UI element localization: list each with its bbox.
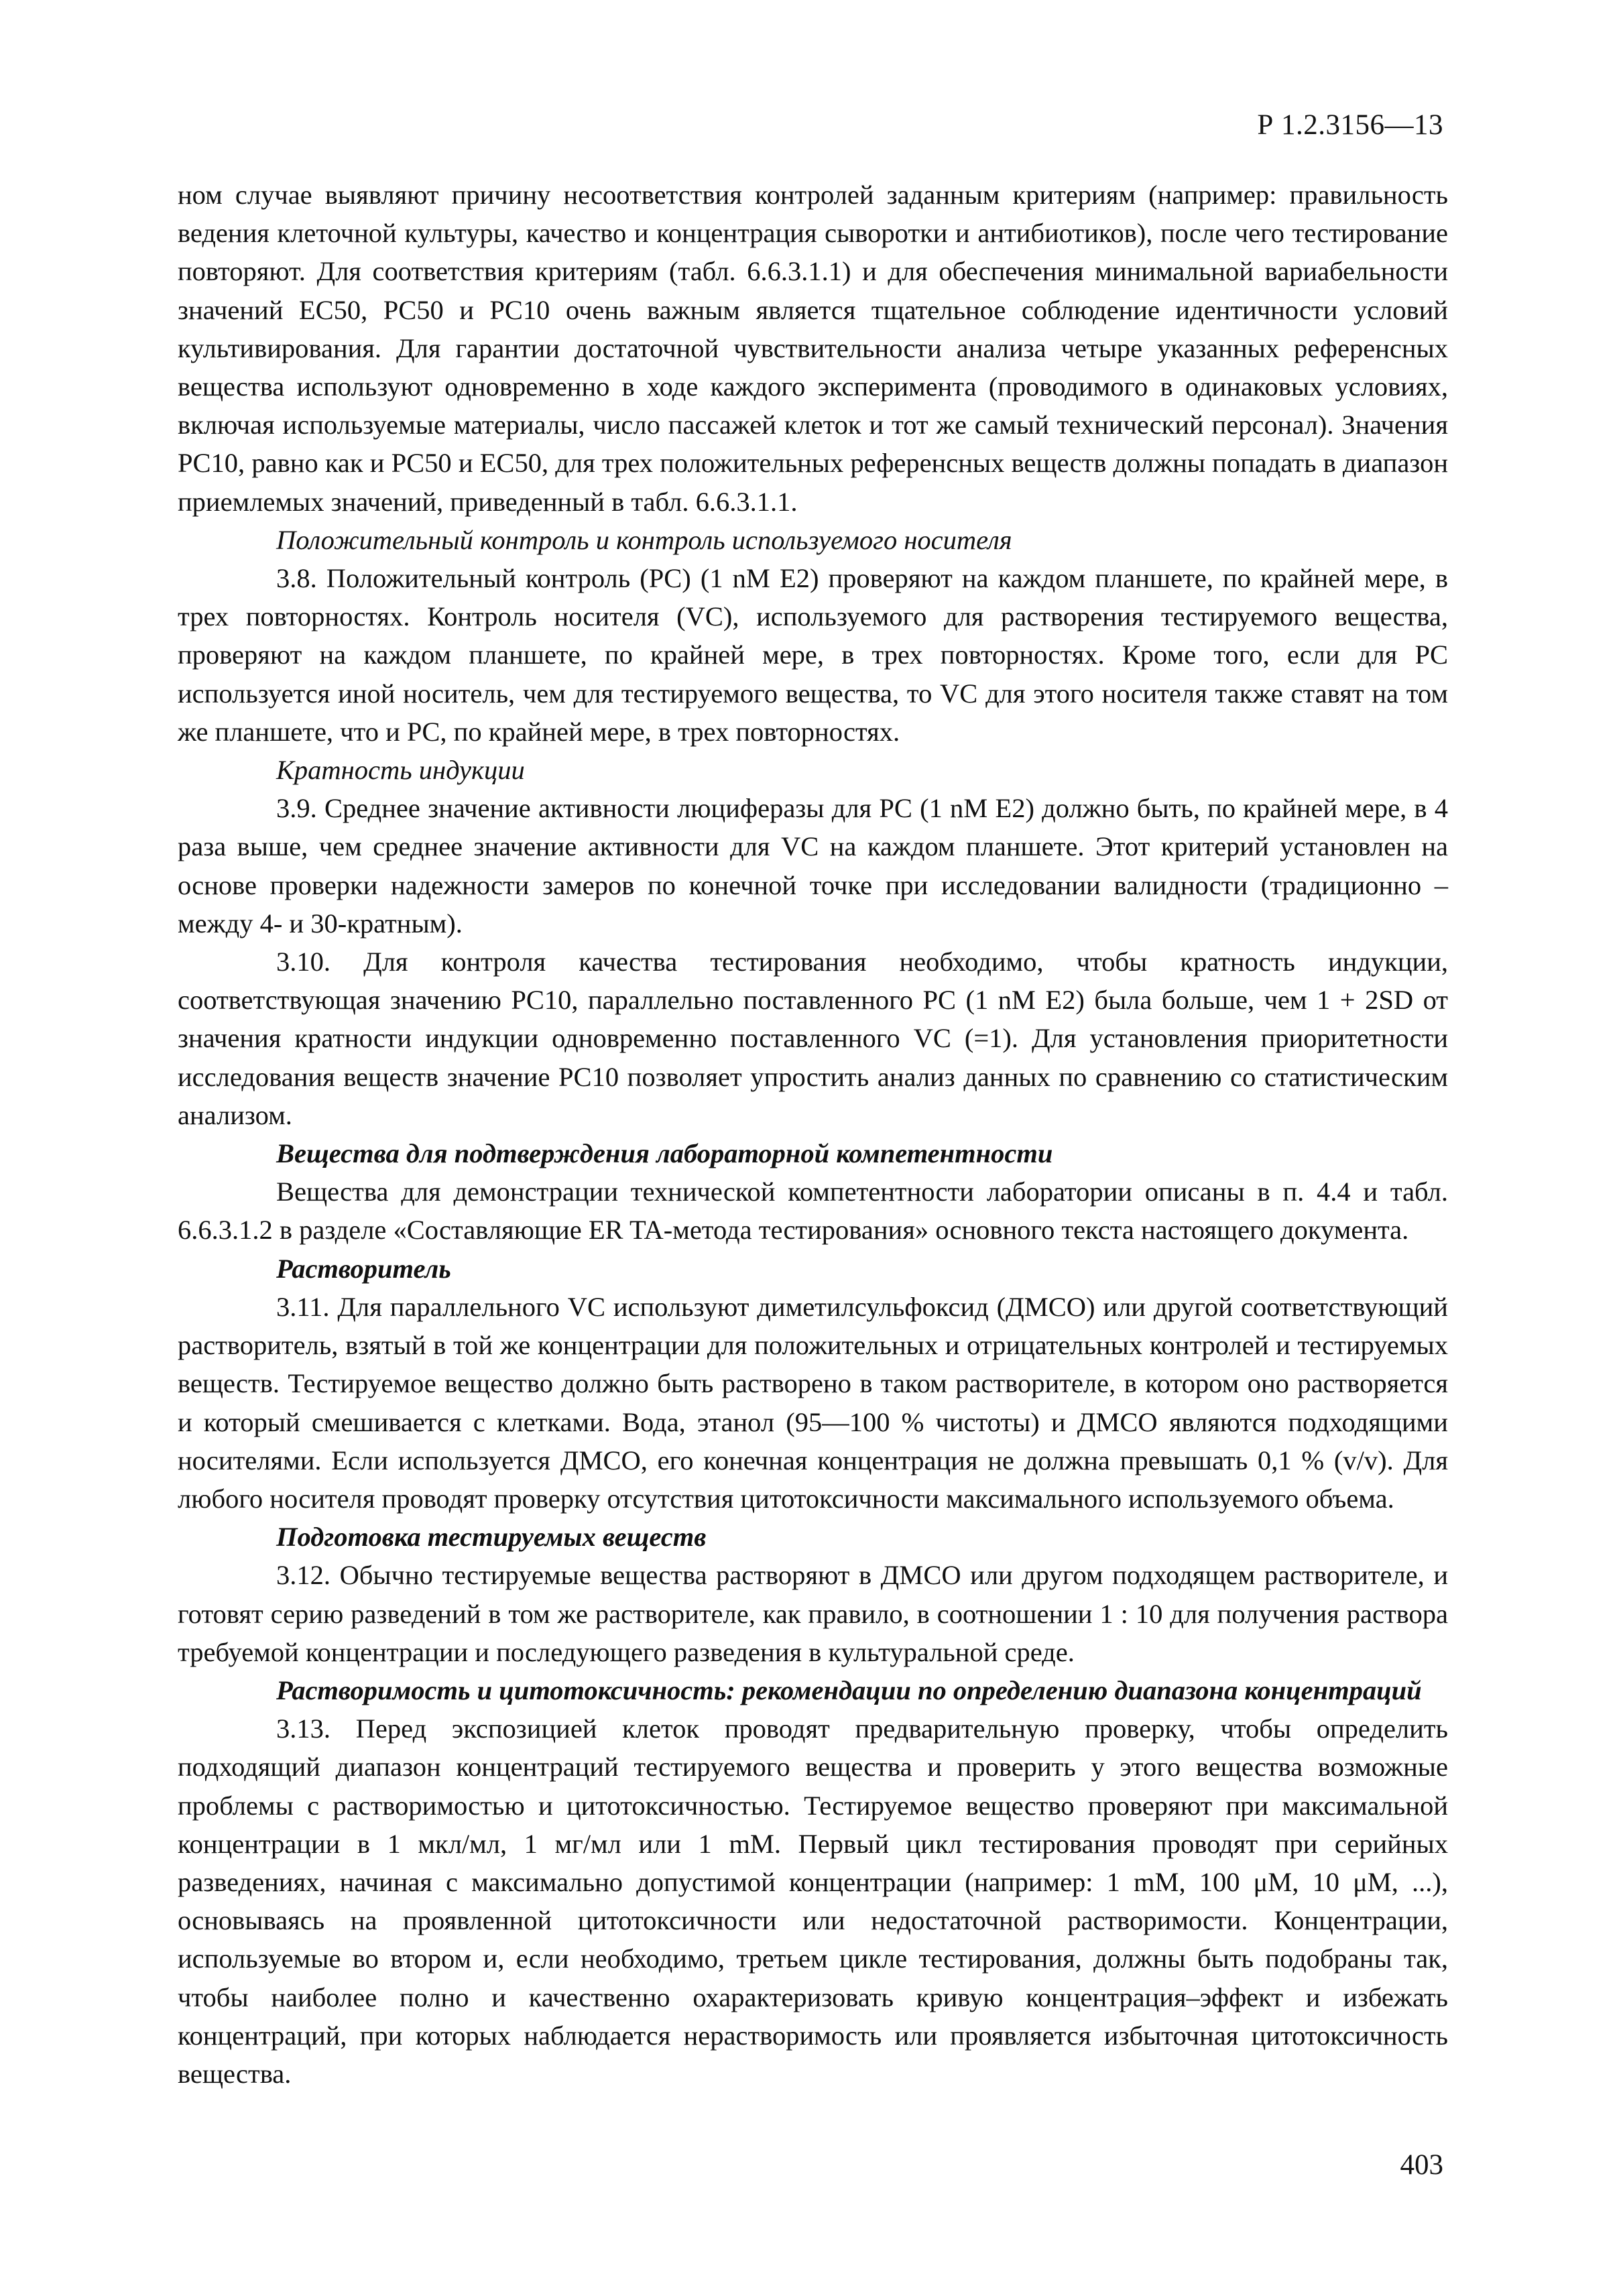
- paragraph-3-13: 3.13. Перед экспозицией клеток проводят предварительную проверку, чтобы определить подходящий диапазон концентраций тестируемого вещества и проверить у этого вещества возможные проблемы с растворимостью и цитотоксичностью. Тестируемое вещество проверяют при максимальной концентрации в 1 мкл/мл, 1 мг/мл или 1 mM. Первый цикл тестирования проводят при серийных разведениях, начиная с максимально допустимой концентрации (например: 1 mM, 100 μM, 10 μM, ...), основываясь на проявленной цитотоксичности или недостаточной растворимости. Концентрации, используемые во втором и, если необходимо, третьем цикле тестирования, должны быть подобраны так, чтобы наиболее полно и качественно охарактеризовать кривую концентрация–эффект и избежать концентраций, при которых наблюдается нерастворимость или проявляется избыточная цитотоксичность вещества.: [178, 1713, 1448, 2089]
- paragraph-3-8: 3.8. Положительный контроль (PC) (1 nM E2) проверяют на каждом планшете, по крайней мере, в трех повторностях. Контроль носителя (VC), используемого для растворения тестируемого вещества, проверяют на каждом планшете, по крайней мере, в трех повторностях. Кроме того, если для PC используется иной носитель, чем для тестируемого вещества, то VC для этого носителя также ставят на том же планшете, что и PC, по крайней мере, в трех повторностях.: [178, 563, 1448, 747]
- subheading-positive-control: Положительный контроль и контроль используемого носителя: [276, 524, 1012, 555]
- page-number: 403: [1400, 2149, 1443, 2181]
- subheading-proficiency: Вещества для подтверждения лабораторной компетентности: [276, 1138, 1053, 1169]
- body-text: [178, 176, 1448, 2093]
- paragraph-3-11: 3.11. Для параллельного VC используют диметилсульфоксид (ДМСО) или другой соответствующий растворитель, взятый в той же концентрации для положительных и отрицательных контролей и тестируемых веществ. Тестируемое вещество должно быть растворено в таком растворителе, в котором оно растворяется и который смешивается с клетками. Вода, этанол (95—100 % чистоты) и ДМСО являются подходящими носителями. Если используется ДМСО, его конечная концентрация не должна превышать 0,1 % (v/v). Для любого носителя проводят проверку отсутствия цитотоксичности максимального используемого объема.: [178, 1291, 1448, 1514]
- paragraph-3-12: 3.12. Обычно тестируемые вещества растворяют в ДМСО или другом подходящем растворителе, и готовят серию разведений в том же растворителе, как правило, в соотношении 1 : 10 для получения раствора требуемой концентрации и последующего разведения в культуральной среде.: [178, 1560, 1448, 1667]
- document-code: Р 1.2.3156—13: [1257, 109, 1443, 141]
- subheading-preparation: Подготовка тестируемых веществ: [276, 1522, 707, 1553]
- paragraph-proficiency: Вещества для демонстрации технической компетентности лаборатории описаны в п. 4.4 и табл. 6.6.3.1.2 в разделе «Составляющие ER TA-метода тестирования» основного текста настоящего документа.: [178, 1176, 1448, 1246]
- subheading-induction: Кратность индукции: [276, 755, 525, 786]
- subheading-solubility: Растворимость и цитотоксичность: рекомендации по определению диапазона концентраций: [276, 1675, 1422, 1705]
- paragraph-3-10: 3.10. Для контроля качества тестирования необходимо, чтобы кратность индукции, соответствующая значению PC10, параллельно поставленного PC (1 nM E2) была больше, чем 1 + 2SD от значения кратности индукции одновременно поставленного VC (=1). Для установления приоритетности исследования веществ значение PC10 позволяет упростить анализ данных по сравнению со статистическим анализом.: [178, 947, 1448, 1130]
- subheading-solvent: Растворитель: [276, 1253, 451, 1284]
- paragraph-3-9: 3.9. Среднее значение активности люциферазы для PC (1 nM E2) должно быть, по крайней мере, в 4 раза выше, чем среднее значение активности для VC на каждом планшете. Этот критерий установлен на основе проверки надежности замеров по конечной точке при исследовании валидности (традиционно – между 4- и 30-кратным).: [178, 793, 1448, 939]
- paragraph-continuation: ном случае выявляют причину несоответствия контролей заданным критериям (например: правильность ведения клеточной культуры, качество и концентрация сыворотки и антибиотиков), после чего тестирование повторяют. Для соответствия критериям (табл. 6.6.3.1.1) и для обеспечения минимальной вариабельности значений EC50, PC50 и PC10 очень важным является тщательное соблюдение идентичности условий культивирования. Для гарантии достаточной чувствительности анализа четыре указанных референсных вещества используют одновременно в ходе каждого эксперимента (проводимого в одинаковых условиях, включая используемые материалы, число пассажей клеток и тот же самый технический персонал). Значения PC10, равно как и PC50 и EC50, для трех положительных референсных веществ должны попадать в диапазон приемлемых значений, приведенный в табл. 6.6.3.1.1.: [178, 180, 1448, 517]
